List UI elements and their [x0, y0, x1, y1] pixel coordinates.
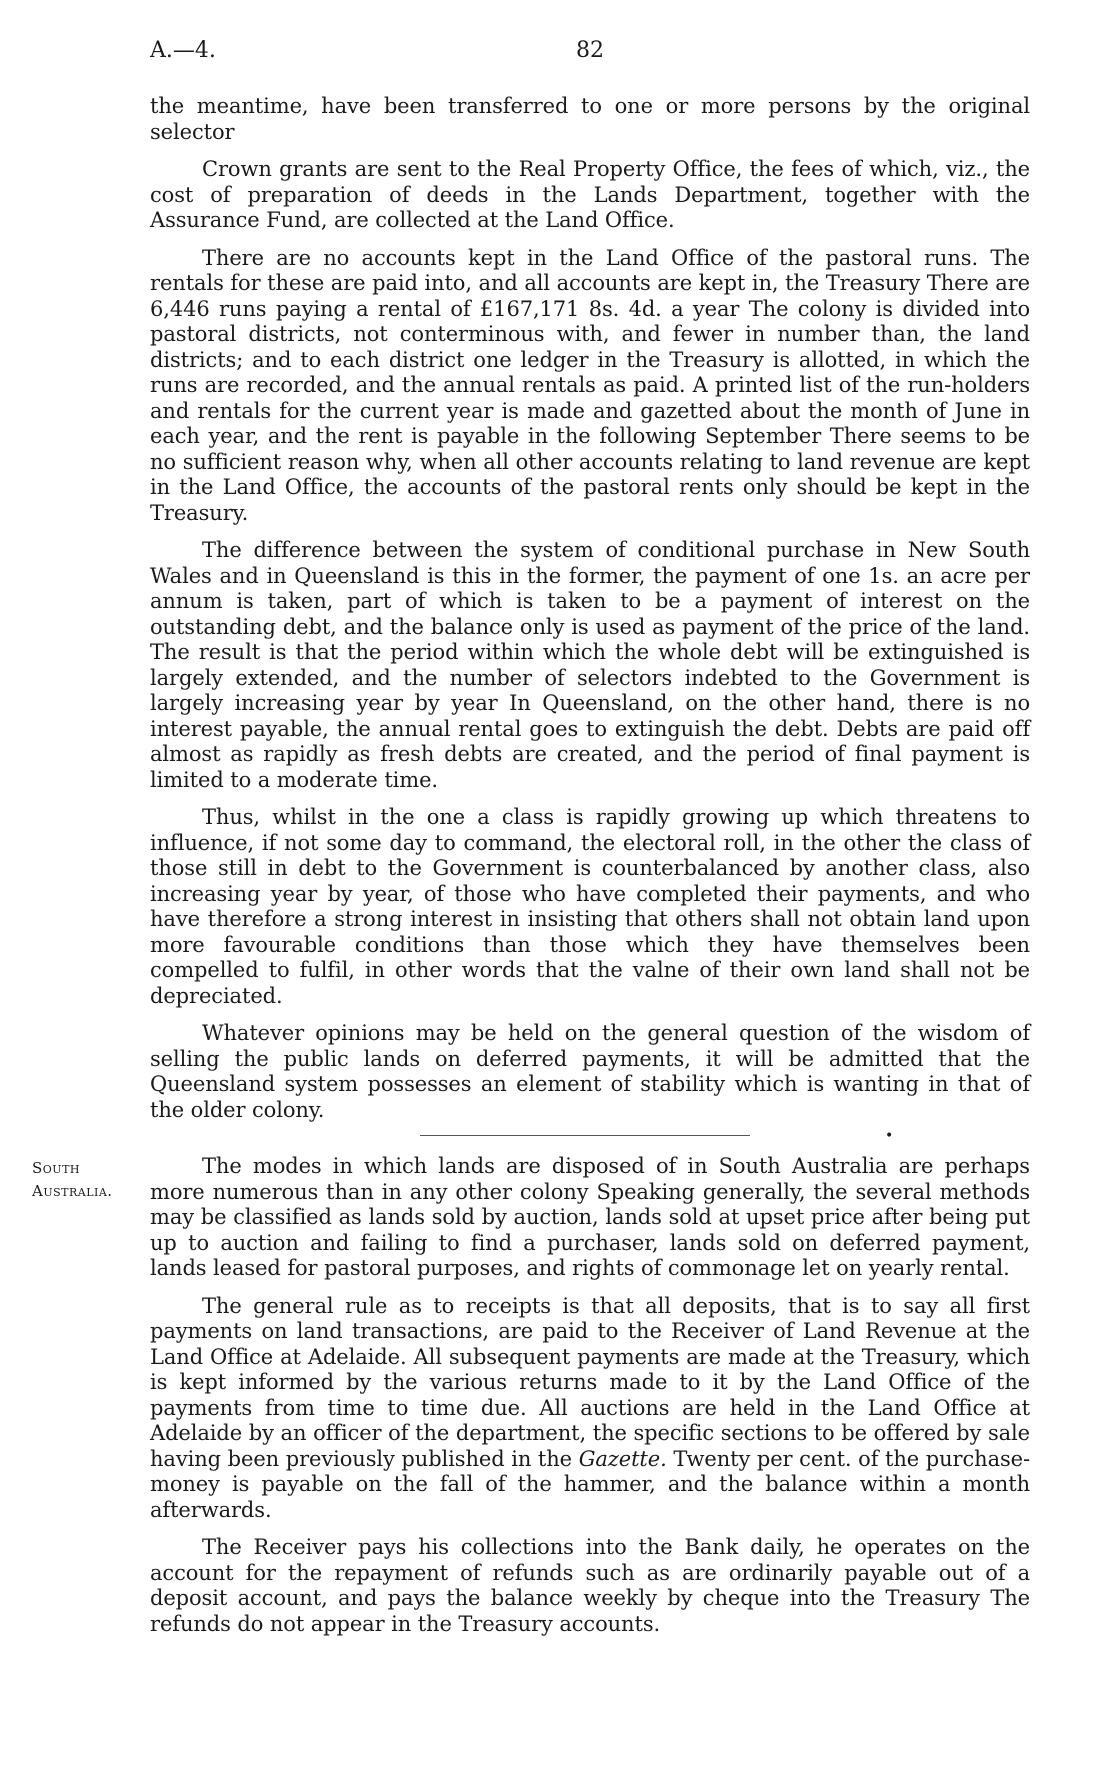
gazette-italic: Gazette.: [578, 1446, 667, 1471]
section-south-australia: [32, 1154, 1031, 1637]
margin-heading-south-australia: [32, 1157, 142, 1203]
paragraph-class-growth: Thus, whilst in the one a class is rapidly growing up which threatens to influence, if not some day to command, the electoral roll, in the other the class of those still in debt to the Government is counterbalanced by another class, also increasing year by year, of those who have completed their payments, and who have therefore a strong interest in insisting that others shall not obtain land upon more favourable conditions than those which they have themselves been compelled to fulfil, in other words that the valne of their own land shall not be depreciated.: [150, 805, 1030, 1008]
sa-receipts-text-1: The general rule as to receipts is that all deposits, that is to say all first payments on land transactions, are paid to the Receiver of Land Revenue at the Land Office at Adelaide. All subsequent payments are made at the Treasury, which is kept informed by the various returns made to it by the Land Office of the payments from time to time due. All auctions are held in the Land Office at Adelaide by an officer of the department, the specific sections to be offered by sale having been previously published in the: [150, 1293, 1030, 1471]
page-body: [32, 94, 1031, 1649]
sa-receipts-text-2: Twenty per cent. of the purchase-money is payable on the fall of the hammer, and the balance within a month afterwards.: [150, 1446, 1031, 1522]
divider-mark: •: [885, 1128, 894, 1144]
section-divider: [420, 1128, 894, 1144]
margin-heading-line-1: South: [32, 1159, 80, 1177]
paragraph-crown-grants: Crown grants are sent to the Real Property Office, the fees of which, viz., the cost of preparation of deeds in the Lands Department, together with the Assurance Fund, are collected at the Land Office.: [150, 157, 1030, 232]
page-number: 82: [576, 38, 604, 63]
paragraph-queensland-stability: Whatever opinions may be held on the general question of the wisdom of selling the public lands on deferred payments, it will be admitted that the Queensland system possesses an element of stability which is wanting in that of the older colony.: [150, 1021, 1030, 1122]
document-reference: A.—4.: [150, 38, 216, 63]
paragraph-pastoral-runs: There are no accounts kept in the Land Office of the pastoral runs. The rentals for these are paid into, and all accounts are kept in, the Treasury There are 6,446 runs paying a rental of £167,171 8s. 4d. a year The colony is divided into pastoral districts, not conterminous with, and fewer in number than, the land districts; and to each district one ledger in the Treasury is allotted, in which the runs are recorded, and the annual rentals as paid. A printed list of the run-holders and rentals for the current year is made and gazetted about the month of June in each year, and the rent is payable in the following September There seems to be no sufficient reason why, when all other accounts relating to land revenue are kept in the Land Office, the accounts of the pastoral rents only should be kept in the Treasury.: [150, 245, 1030, 525]
paragraph-sa-receipts: [150, 1294, 1030, 1524]
paragraph-conditional-purchase: The difference between the system of conditional purchase in New South Wales and in Queensland is this in the former, the payment of one 1s. an acre per annum is taken, part of which is taken to be a payment of interest on the outstanding debt, and the balance only is used as payment of the price of the land. The result is that the period within which the whole debt will be extinguished is largely extended, and the number of selectors indebted to the Government is largely increasing year by year In Queensland, on the other hand, there is no interest payable, the annual rental goes to extinguish the debt. Debts are paid off almost as rapidly as fresh debts are created, and the period of final payment is limited to a moderate time.: [150, 538, 1030, 792]
paragraph-sa-modes: The modes in which lands are disposed of in South Australia are perhaps more numerous than in any other colony Speaking generally, the several methods may be classified as lands sold by auction, lands sold at upset price after being put up to auction and failing to find a purchaser, lands sold on deferred payment, lands leased for pastoral purposes, and rights of commonage let on yearly rental.: [150, 1154, 1030, 1280]
paragraph-sa-receiver: The Receiver pays his collections into the Bank daily, he operates on the account for the repayment of refunds such as are ordinarily payable out of a deposit account, and pays the balance weekly by cheque into the Treasury The refunds do not appear in the Treasury accounts.: [150, 1535, 1030, 1636]
margin-heading-line-2: Australia.: [32, 1182, 113, 1200]
paragraph-continued: the meantime, have been transferred to one or more persons by the original selector: [150, 94, 1030, 144]
page-header: [150, 38, 1030, 68]
